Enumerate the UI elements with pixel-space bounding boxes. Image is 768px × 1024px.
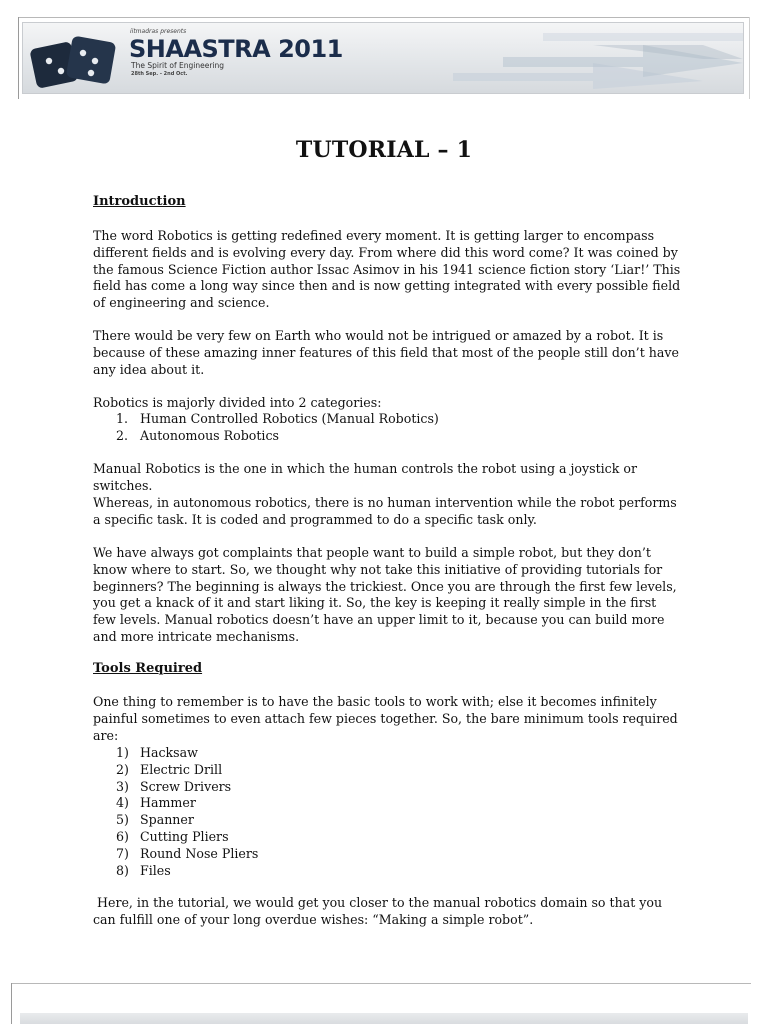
next-page-border-left — [11, 983, 12, 1024]
page-title: TUTORIAL – 1 — [295, 137, 473, 163]
list-item-label: Electric Drill — [140, 761, 223, 777]
arrows-graphic — [443, 23, 743, 94]
banner-presenter: iitmadras presents — [130, 28, 187, 35]
list-item — [93, 846, 683, 863]
tools-heading: Tools Required — [93, 661, 203, 676]
list-item — [93, 762, 683, 779]
list-item-label: Autonomous Robotics — [140, 427, 279, 443]
intro-paragraph-1: The word Robotics is getting redefined every moment. It is getting larger to encompass different fields and is evolving every day. From where did this word come? It was coined by the famous Science Fiction author Issac Asimov in his 1941 science fiction story ‘Liar!’ This field has come a long way since then and is now getting integrated with every possible field of engineering and science. — [93, 228, 681, 311]
page-border-left — [18, 17, 19, 99]
intro-paragraph-3: Robotics is majorly divided into 2 categories: — [93, 395, 382, 410]
banner-tagline: The Spirit of Engineering — [131, 61, 225, 70]
page-border-right — [749, 17, 750, 99]
tools-paragraph: One thing to remember is to have the basic tools to work with; else it becomes infinitely painful sometimes to even attach few pieces together. So, the bare minimum tools required are: — [93, 694, 678, 743]
list-item-label: Round Nose Pliers — [140, 845, 259, 861]
banner-dates: 28th Sep. - 2nd Oct. — [131, 71, 188, 77]
list-item — [93, 779, 683, 796]
list-item — [93, 745, 683, 762]
list-item-number: 2. — [116, 427, 129, 443]
list-item-number: 4) — [116, 795, 129, 811]
list-item — [93, 795, 683, 812]
intro-paragraph-5: Whereas, in autonomous robotics, there is no human intervention while the robot performs a specific task. It is coded and programmed to do a specific task only. — [93, 495, 677, 527]
list-item-label: Files — [140, 862, 171, 878]
next-page-border-top — [11, 983, 751, 984]
list-item — [93, 863, 683, 880]
intro-paragraph-2: There would be very few on Earth who would not be intrigued or amazed by a robot. It is because of these amazing inner features of this field that most of the people still don’t have any idea about it. — [93, 328, 679, 377]
tools-list — [93, 745, 683, 879]
list-item-label: Spanner — [140, 812, 194, 828]
list-item-label: Screw Drivers — [140, 778, 232, 794]
list-item — [93, 829, 683, 846]
list-item-number: 7) — [116, 845, 129, 861]
list-item-label: Hacksaw — [140, 745, 198, 760]
list-item-number: 1. — [116, 411, 129, 426]
list-item-number: 2) — [116, 761, 129, 777]
list-item-label: Human Controlled Robotics (Manual Robotics) — [140, 411, 439, 426]
list-item — [93, 428, 683, 445]
list-item-label: Cutting Pliers — [140, 828, 229, 844]
dice-logo-icon — [29, 31, 125, 93]
list-item-number: 6) — [116, 828, 129, 844]
introduction-heading: Introduction — [93, 194, 186, 209]
categories-list — [93, 411, 683, 445]
header-banner — [22, 22, 744, 94]
list-item-number: 8) — [116, 862, 129, 878]
intro-paragraph-4: Manual Robotics is the one in which the human controls the robot using a joystick or switches. — [93, 461, 637, 493]
closing-paragraph: Here, in the tutorial, we would get you closer to the manual robotics domain so that you can fulfill one of your long overdue wishes: “Making a simple robot”. — [93, 895, 667, 927]
list-item — [93, 411, 683, 428]
intro-paragraph-6: We have always got complaints that people want to build a simple robot, but they don’t know where to start. So, we thought why not take this initiative of providing tutorials for beginners? The beginning is always the trickiest. Once you are through the first few levels, you get a knack of it and start liking it. So, the key is keeping it really simple in the first few levels. Manual robotics doesn’t have an upper limit to it, because you can build more and more intricate mechanisms. — [93, 545, 677, 644]
banner-name: SHAASTRA 2011 — [129, 35, 343, 63]
next-page-banner — [20, 1013, 748, 1024]
page-border-top — [18, 17, 750, 18]
list-item-number: 3) — [116, 778, 129, 794]
list-item — [93, 812, 683, 829]
list-item-number: 1) — [116, 745, 129, 760]
list-item-label: Hammer — [140, 795, 196, 811]
list-item-number: 5) — [116, 812, 129, 828]
